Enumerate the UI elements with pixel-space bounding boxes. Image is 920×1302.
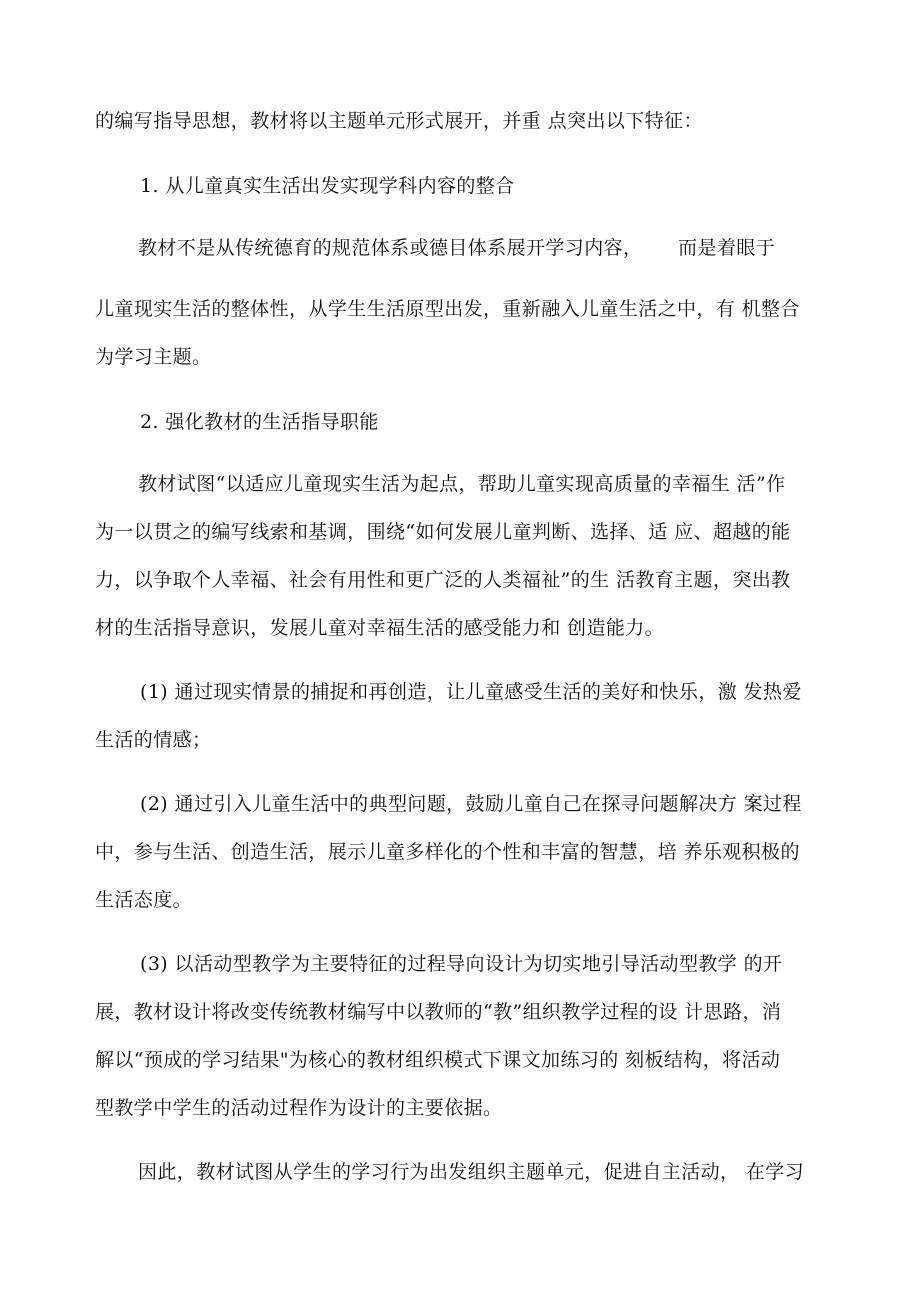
section-heading-2: 2. 强化教材的生活指导职能 (140, 411, 379, 433)
text-line: 为一以贯之的编写线索和基调，围绕“如何发展儿童判断、选择、适 应、超越的能 (95, 521, 791, 543)
text-line: 型教学中学生的活动过程作为设计的主要依据。 (95, 1097, 503, 1119)
text-line: 生活的情感； (95, 729, 212, 751)
list-item-2: (2) 通过引入儿童生活中的典型问题，鼓励儿童自己在探寻问题解决方 案过程 (140, 793, 802, 815)
list-item-3: (3) 以活动型教学为主要特征的过程导向设计为切实地引导活动型教学 的开 (140, 953, 783, 975)
text-line: 展，教材设计将改变传统教材编写中以教师的“教”组织教学过程的设 计思路，消 (95, 1001, 782, 1023)
text-line: 力，以争取个人幸福、社会有用性和更广泛的人类福祉”的生 活教育主题，突出教 (95, 569, 791, 591)
text-line: 儿童现实生活的整体性，从学生生活原型出发，重新融入儿童生活之中，有 机整合 (95, 298, 800, 320)
text-line: 教材不是从传统德育的规范体系或德目体系展开学习内容， 而是着眼于 (138, 237, 776, 259)
text-line: 的编写指导思想，教材将以主题单元形式展开，并重 点突出以下特征： (95, 110, 703, 132)
text-line: 解以“预成的学习结果"为核心的教材组织模式下课文加练习的 刻板结构，将活动 (95, 1049, 781, 1071)
text-line: 材的生活指导意识，发展儿童对幸福生活的感受能力和 创造能力。 (95, 617, 665, 639)
text-line: 因此，教材试图从学生的学习行为出发组织主题单元，促进自主活动， 在学习 (138, 1161, 805, 1183)
text-line: 生活态度。 (95, 889, 193, 911)
text-line: 中，参与生活、创造生活，展示儿童多样化的个性和丰富的智慧，培 养乐观积极的 (95, 841, 800, 863)
text-line: 为学习主题。 (95, 346, 212, 368)
text-line: 教材试图“以适应儿童现实生活为起点，帮助儿童实现高质量的幸福生 活”作 (138, 473, 786, 495)
section-heading-1: 1. 从儿童真实生活出发实现学科内容的整合 (140, 175, 515, 197)
list-item-1: (1) 通过现实情景的捕捉和再创造，让儿童感受生活的美好和快乐，激 发热爱 (140, 681, 802, 703)
